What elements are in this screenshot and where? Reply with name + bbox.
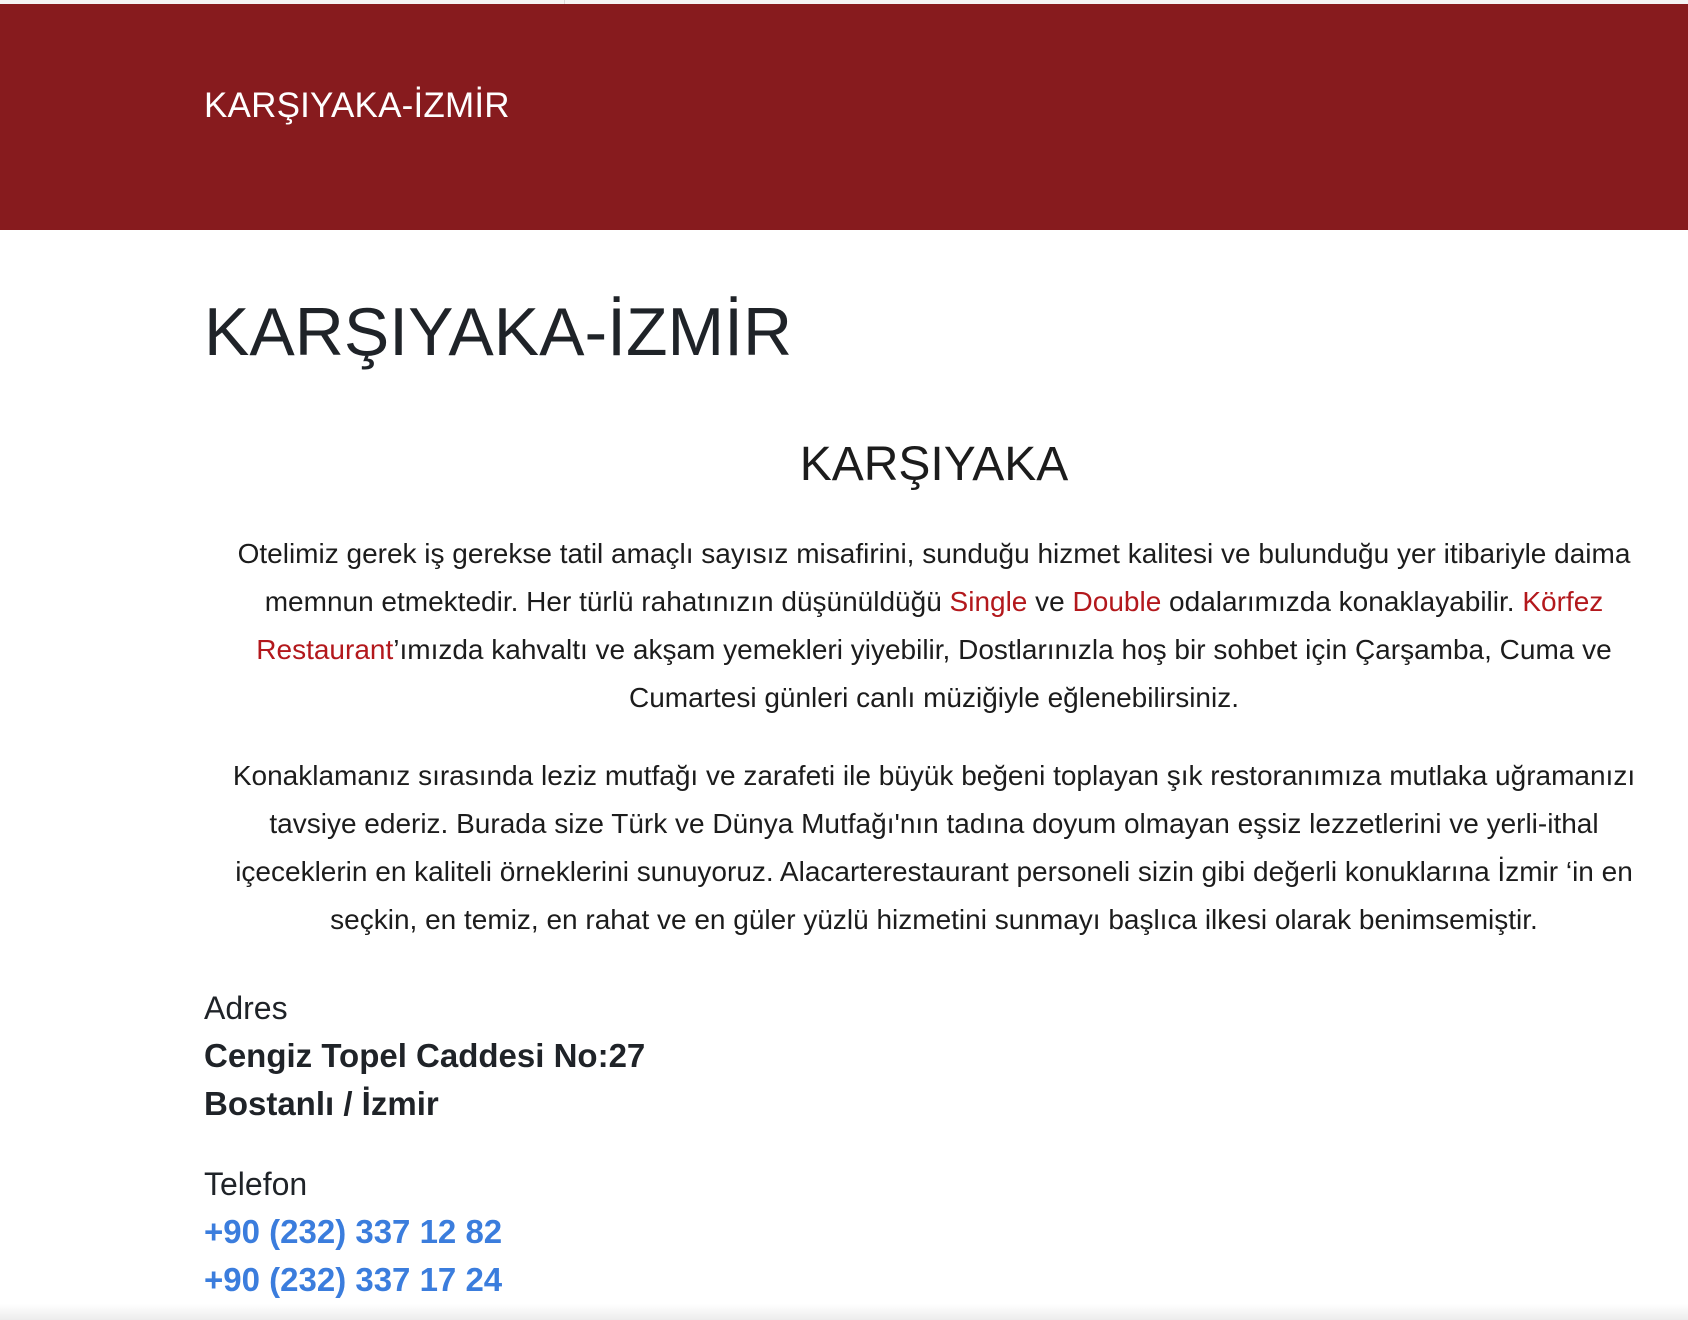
address-label: Adres (204, 990, 288, 1026)
contact-block (204, 1160, 1104, 1304)
address-block (204, 984, 1104, 1128)
brand-link[interactable]: KARŞIYAKA-İZMİR (204, 86, 510, 125)
phone-label: Telefon (204, 1166, 308, 1202)
phone-link-2[interactable]: +90 (232) 337 17 24 (204, 1261, 503, 1298)
bottom-shadow (0, 1304, 1688, 1320)
single-room-link[interactable]: Single (949, 586, 1028, 617)
intro-text-part4: ’ımızda kahvaltı ve akşam yemekleri yiyebilir, Dostlarınızla hoş bir sohbet için Çarşamba, Cuma ve Cumartesi günleri canlı müziğiyle eğlenebilirsiniz. (393, 634, 1612, 713)
intro-text-part3: odalarımızda konaklayabilir. (1161, 586, 1523, 617)
intro-paragraph (220, 530, 1648, 722)
address-line-1: Cengiz Topel Caddesi No:27 (204, 1037, 646, 1074)
section-heading: KARŞIYAKA (799, 438, 1069, 491)
page-title: KARŞIYAKA-İZMİR (204, 294, 793, 370)
phone-link-1[interactable]: +90 (232) 337 12 82 (204, 1213, 503, 1250)
double-room-link[interactable]: Double (1072, 586, 1162, 617)
intro-text-part1: Otelimiz gerek iş gerekse tatil amaçlı sayısız misafirini, sunduğu hizmet kalitesi ve bulunduğu yer itibariyle daima memnun etmektedir. Her türlü rahatınızın düşünüldüğü (237, 538, 1631, 617)
content-section (220, 430, 1648, 944)
intro-text-part2: ve (1027, 586, 1073, 617)
address-line-2: Bostanlı / İzmir (204, 1085, 439, 1122)
restaurant-link[interactable]: Körfez Restaurant (256, 586, 1604, 665)
site-header (0, 4, 1688, 230)
restaurant-paragraph: Konaklamanız sırasında leziz mutfağı ve zarafeti ile büyük beğeni toplayan şık restoranımıza mutlaka uğramanızı tavsiye ederiz. Burada size Türk ve Dünya Mutfağı'nın tadına doyum olmayan eşsiz lezzetlerini ve yerli-ithal içeceklerin en kaliteli örneklerini sunuyoruz. Alacarterestaurant personeli sizin gibi değerli konuklarına İzmir ‘in en seçkin, en temiz, en rahat ve en güler yüzlü hizmetini sunmayı başlıca ilkesi olarak benimsemiştir. (232, 760, 1636, 935)
